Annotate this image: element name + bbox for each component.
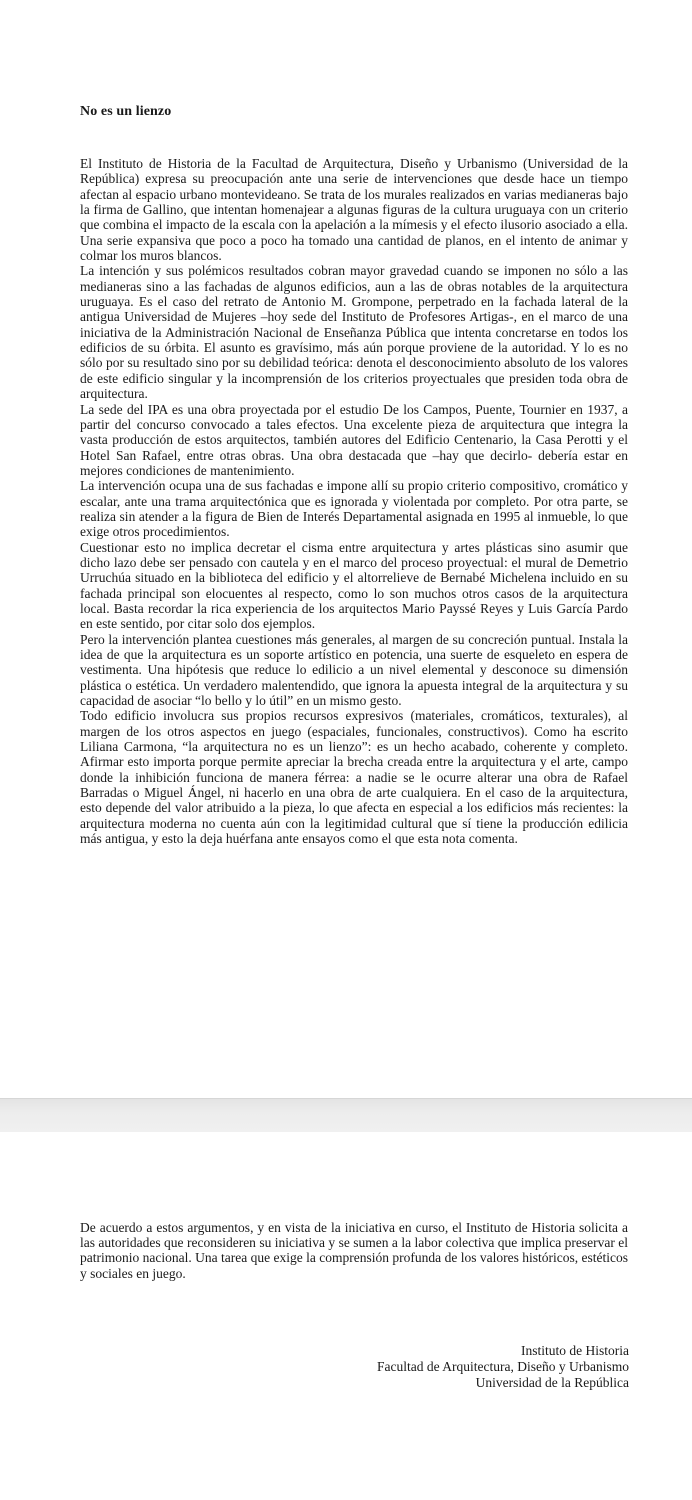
closing-paragraph: De acuerdo a estos argumentos, y en vista de la iniciativa en curso, el Instituto de Historia solicita a las autoridades que reconsideren su iniciativa y se sumen a la labor colectiva que implica preservar el patrimonio nacional. Una tarea que exige la comprensión profunda de los valores históricos, estéticos y sociales en juego. bbox=[80, 1220, 628, 1281]
signature-block bbox=[377, 1343, 629, 1391]
document-body bbox=[80, 156, 628, 846]
paragraph-1: El Instituto de Historia de la Facultad de Arquitectura, Diseño y Urbanismo (Universidad de la República) expresa su preocupación ante una serie de intervenciones que desde hace un tiempo afectan al espacio urbano montevideano. Se trata de los murales realizados en varias medianeras bajo la firma de Gallino, que intentan homenajear a algunas figuras de la cultura uruguaya con un criterio que combina el impacto de la escala con la apelación a la mímesis y el efecto ilusorio asociado a ella. Una serie expansiva que poco a poco ha tomado una cantidad de planos, en el intento de animar y colmar los muros blancos. bbox=[80, 156, 628, 264]
document-page-2 bbox=[0, 1132, 692, 1500]
paragraph-6: Pero la intervención plantea cuestiones más generales, al margen de su concreción puntual. Instala la idea de que la arquitectura es un soporte artístico en potencia, una suerte de esqueleto en espera de vestimenta. Una hipótesis que reduce lo edilicio a un nivel elemental y desconoce su dimensión plástica o estética. Un verdadero malentendido, que ignora la apuesta integral de la arquitectura y su capacidad de asociar “lo bello y lo útil” en un mismo gesto. bbox=[80, 631, 628, 709]
paragraph-2: La intención y sus polémicos resultados cobran mayor gravedad cuando se imponen no sólo a las medianeras sino a las fachadas de algunos edificios, aun a las de obras notables de la arquitectura uruguaya. Es el caso del retrato de Antonio M. Grompone, perpetrado en la fachada lateral de la antigua Universidad de Mujeres –hoy sede del Instituto de Profesores Artigas-, en el marco de una iniciativa de la Administración Nacional de Enseñanza Pública que intenta concretarse en todos los edificios de su órbita. El asunto es gravísimo, más aún porque proviene de la autoridad. Y lo es no sólo por su resultado sino por su debilidad teórica: denota el desconocimiento absoluto de los valores de este edificio singular y la incomprensión de los criterios proyectuales que presiden toda obra de arquitectura. bbox=[80, 263, 628, 402]
signature-line-faculty: Facultad de Arquitectura, Diseño y Urbanismo bbox=[377, 1359, 629, 1374]
closing-section bbox=[80, 1220, 628, 1281]
document-title: No es un lienzo bbox=[80, 104, 172, 119]
page-separator bbox=[0, 1098, 692, 1133]
paragraph-3: La sede del IPA es una obra proyectada por el estudio De los Campos, Puente, Tournier en 1937, a partir del concurso convocado a tales efectos. Una excelente pieza de arquitectura que integra la vasta producción de estos arquitectos, también autores del Edificio Centenario, la Casa Perotti y el Hotel San Rafael, entre otras obras. Una obra destacada que –hay que decirlo- debería estar en mejores condiciones de mantenimiento. bbox=[80, 401, 628, 478]
paragraph-4: La intervención ocupa una de sus fachadas e impone allí su propio criterio compositivo, cromático y escalar, ante una trama arquitectónica que es ignorada y violentada por completo. Por otra parte, se realiza sin atender a la figura de Bien de Interés Departamental asignada en 1995 al inmueble, lo que exige otros procedimientos. bbox=[80, 478, 628, 540]
signature-line-institute: Instituto de Historia bbox=[521, 1343, 629, 1358]
paragraph-7: Todo edificio involucra sus propios recursos expresivos (materiales, cromáticos, texturales), al margen de los otros aspectos en juego (espaciales, funcionales, constructivos). Como ha escrito Liliana Carmona, “la arquitectura no es un lienzo”: es un hecho acabado, coherente y completo. Afirmar esto importa porque permite apreciar la brecha creada entre la arquitectura y el arte, campo donde la inhibición funciona de manera férrea: a nadie se le ocurre alterar una obra de Rafael Barradas o Miguel Ángel, ni hacerlo en una obra de arte cualquiera. En el caso de la arquitectura, esto depende del valor atribuido a la pieza, lo que afecta en especial a los edificios más recientes: la arquitectura moderna no cuenta aún con la legitimidad cultural que sí tiene la producción edilicia más antigua, y esto la deja huérfana ante ensayos como el que esta nota comenta. bbox=[80, 708, 628, 847]
paragraph-5: Cuestionar esto no implica decretar el cisma entre arquitectura y artes plásticas sino asumir que dicho lazo debe ser pensado con cautela y en el marco del proceso proyectual: el mural de Demetrio Urruchúa situado en la biblioteca del edificio y el altorrelieve de Bernabé Michelena incluido en su fachada principal son elocuentes al respecto, como lo son muchos otros casos de la arquitectura local. Basta recordar la rica experiencia de los arquitectos Mario Payssé Reyes y Luis García Pardo en este sentido, por citar solo dos ejemplos. bbox=[80, 539, 628, 632]
signature-line-university: Universidad de la República bbox=[475, 1375, 629, 1390]
